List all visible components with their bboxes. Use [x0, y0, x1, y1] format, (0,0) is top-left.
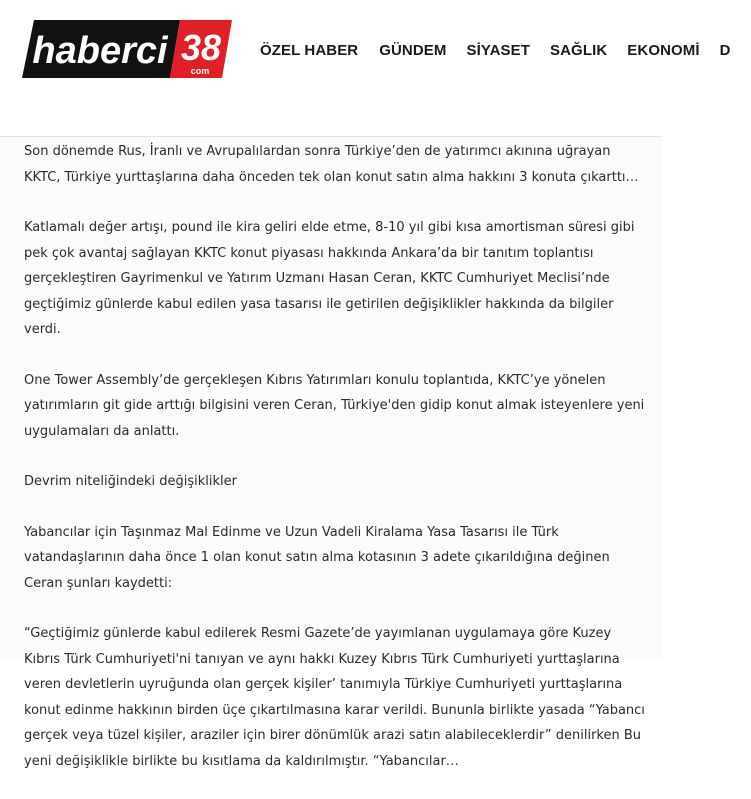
article-paragraph: One Tower Assembly’de gerçekleşen Kıbrıs Yatırımları konulu toplantıda, KKTC’ye yönelen yatırımların git gide arttığı bilgisini veren Ceran, Türkiye'den gidip konut almak isteyenlere yeni uygulamaları da anlattı.	[24, 372, 645, 439]
nav-item-saglik[interactable]: SAĞLIK	[550, 41, 608, 59]
article-content	[0, 137, 662, 769]
article-quote: “Geçtiğimiz günlerde kabul edilerek Resmi Gazete’de yayımlanan uygulamaya göre Kuzey Kıbrıs Türk Cumhuriyeti'ni tanıyan ve aynı hakkı Kuzey Kıbrıs Türk Cumhuriyeti yurttaşlarına veren devletlerin uyruğunda olan gerçek kişiler’ tanımıyla Türkiye Cumhuriyeti yurttaşlarına konut edinme hakkının birden üçe çıkartılmasına karar verildi. Bununla birlikte yasada “Yabancı gerçek veya tüzel kişiler, araziler için birer dönümlük arazi satın alabileceklerdir” denilirken Bu yeni değişiklikle birlikte bu kısıtlama da kaldırılmıştır. “Yabancılar…	[24, 626, 645, 769]
nav-item-ekonomi[interactable]: EKONOMİ	[627, 41, 700, 59]
nav-item-siyaset[interactable]: SİYASET	[466, 41, 531, 59]
site-header	[0, 0, 731, 137]
logo-number: 38	[180, 27, 222, 68]
article-body	[24, 139, 649, 799]
article-subheading: Devrim niteliğindeki değişiklikler	[24, 474, 237, 489]
main-nav	[260, 38, 751, 62]
article-paragraph: Katlamalı değer artışı, pound ile kira geliri elde etme, 8-10 yıl gibi kısa amortisman süresi gibi pek çok avantaj sağlayan KKTC konut piyasası hakkında Ankara’da bir tanıtım toplantısı gerçekleştiren Gayrimenkul ve Yatırım Uzmanı Hasan Ceran, KKTC Cumhuriyet Meclisi’nde geçtiğimiz günlerde kabul edilen yasa tasarısı ile getirilen değişiklikler hakkında da bilgiler verdi.	[24, 220, 635, 337]
site-logo[interactable]	[20, 16, 232, 84]
nav-item-gundem[interactable]: GÜNDEM	[379, 41, 447, 59]
nav-item-truncated[interactable]: D	[719, 41, 731, 59]
logo-domain: com	[190, 66, 210, 76]
nav-item-ozel-haber[interactable]: ÖZEL HABER	[260, 41, 359, 59]
article-paragraph: Son dönemde Rus, İranlı ve Avrupalılardan sonra Türkiye’den de yatırımcı akınına uğrayan KKTC, Türkiye yurttaşlarına daha önceden tek olan konut satın alma hakkını 3 konuta çıkarttı…	[24, 144, 639, 185]
article-paragraph: Yabancılar için Taşınmaz Mal Edinme ve Uzun Vadeli Kiralama Yasa Tasarısı ile Türk vatandaşlarının daha önce 1 olan konut satın alma kotasının 3 adete çıkarıldığına değinen Ceran şunları kaydetti:	[24, 524, 610, 591]
logo-wordmark: haberci	[32, 30, 168, 72]
